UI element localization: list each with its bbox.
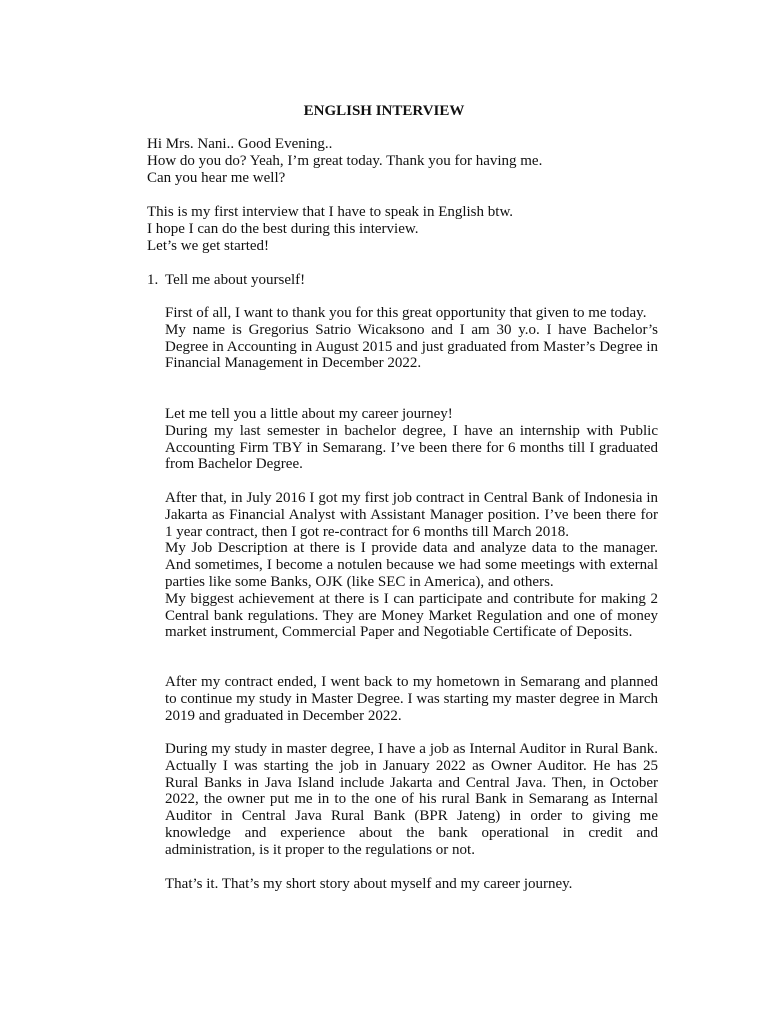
greeting-line: Hi Mrs. Nani.. Good Evening.. — [147, 136, 333, 152]
answer-paragraph-master — [165, 674, 658, 724]
answer-paragraph-career — [165, 406, 658, 473]
answer-paragraph: After that, in July 2016 I got my first job contract in Central Bank of Indonesia in Jakarta as Financial Analyst with Assistant Manager position. I’ve been there for 1 year contract, then I got re-contract for 6 months till March 2018. — [165, 490, 658, 540]
intro-line: This is my first interview that I have to speak in English btw. — [147, 204, 514, 220]
greeting-block — [147, 136, 659, 186]
answer-paragraph: After my contract ended, I went back to my hometown in Semarang and planned to continue my study in Master Degree. I was starting my master degree in March 2019 and graduated in December 2022. — [165, 674, 658, 724]
answer-paragraph-closing — [165, 876, 658, 893]
intro-block — [147, 204, 659, 254]
answer-paragraph: First of all, I want to thank you for this great opportunity that given to me today. — [165, 305, 647, 321]
answer-paragraph: During my study in master degree, I have a job as Internal Auditor in Rural Bank. Actually I was starting the job in January 2022 as Owner Auditor. He has 25 Rural Banks in Java Island include Jakarta and Central Java. Then, in October 2022, the owner put me in to the one of his rural Bank in Semarang as Internal Auditor in Central Java Rural Bank (BPR Jateng) in order to giving me knowledge and experience about the bank operational in credit and administration, is it proper to the regulations or not. — [165, 741, 658, 858]
intro-line: Let’s we get started! — [147, 237, 270, 254]
question-text: Tell me about yourself! — [165, 272, 306, 288]
answer-paragraph: My Job Description at there is I provide data and analyze data to the manager. And sometimes, I become a notulen because we had some meetings with external parties like some Banks, OJK (like SEC in America), and others. — [165, 540, 658, 590]
answer-paragraph-central-bank — [165, 490, 658, 641]
answer-paragraph: Let me tell you a little about my career journey! — [165, 406, 453, 422]
document-title: ENGLISH INTERVIEW — [303, 103, 465, 119]
answer-paragraph: My name is Gregorius Satrio Wicaksono and I am 30 y.o. I have Bachelor’s Degree in Accounting in August 2015 and just graduated from Master’s Degree in Financial Management in December 2022. — [165, 321, 658, 372]
greeting-line: How do you do? Yeah, I’m great today. Thank you for having me. — [147, 152, 543, 169]
intro-line: I hope I can do the best during this interview. — [147, 220, 419, 237]
answer-paragraph: That’s it. That’s my short story about myself and my career journey. — [165, 876, 573, 892]
answer-paragraph-opening — [165, 305, 658, 372]
answer-paragraph-rural-bank — [165, 741, 658, 859]
greeting-line: Can you hear me well? — [147, 169, 286, 186]
answer-paragraph: During my last semester in bachelor degree, I have an internship with Public Accounting Firm TBY in Semarang. I’ve been there for 6 months till I graduated from Bachelor Degree. — [165, 422, 658, 473]
answer-paragraph: My biggest achievement at there is I can participate and contribute for making 2 Central bank regulations. They are Money Market Regulation and one of money market instrument, Commercial Paper and Negotiable Certificate of Deposits. — [165, 590, 658, 641]
question-number: 1. — [147, 272, 159, 288]
